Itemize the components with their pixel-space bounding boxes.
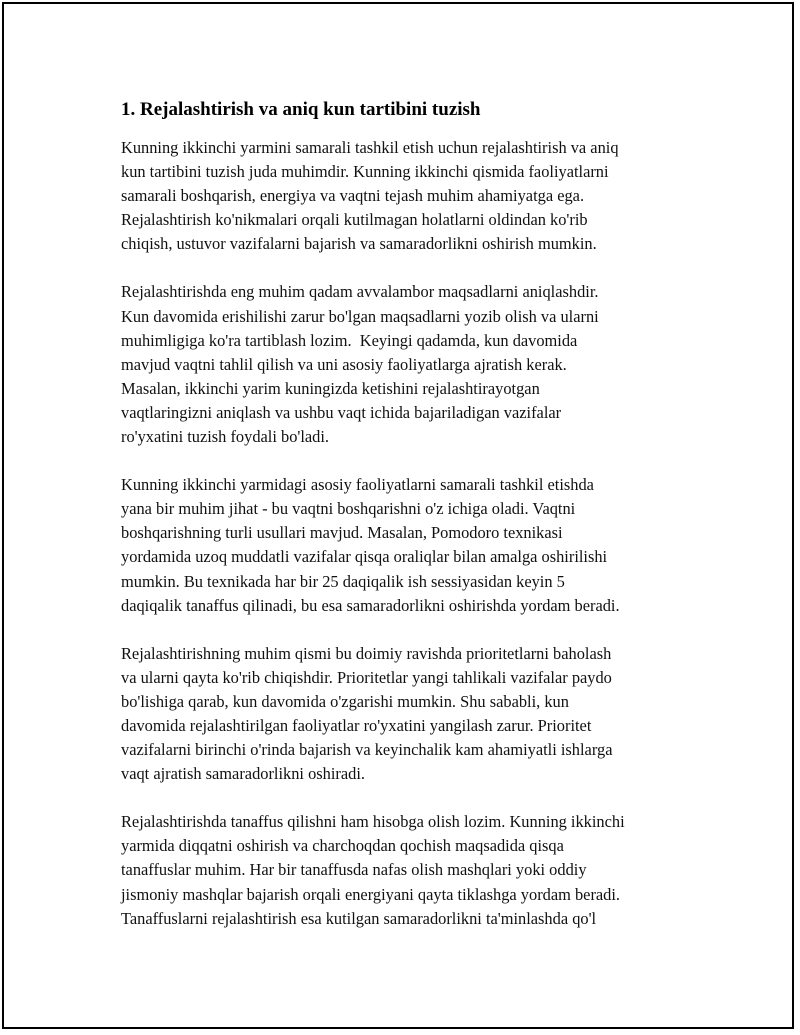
page-frame [2, 2, 794, 1029]
paragraph-line: Rejalashtirishda tanaffus qilishni ham hisobga olish lozim. Kunning ikkinchi [121, 812, 625, 832]
paragraph-line: mumkin. Bu texnikada har bir 25 daqiqalik ish sessiyasidan keyin 5 [121, 571, 565, 591]
paragraph-5 [121, 810, 701, 930]
paragraph-line: davomida rejalashtirilgan faoliyatlar ro'yxatini yangilash zarur. Prioritet [121, 715, 592, 735]
document-body [121, 99, 701, 955]
paragraph-line: Kunning ikkinchi yarmidagi asosiy faoliyatlarni samarali tashkil etishda [121, 475, 594, 495]
paragraph-line: vaqtlaringizni aniqlash va ushbu vaqt ichida bajariladigan vazifalar [121, 402, 562, 422]
paragraph-line: yana bir muhim jihat - bu vaqtni boshqarishni o'z ichiga oladi. Vaqtni [121, 499, 576, 519]
paragraph-line: chiqish, ustuvor vazifalarni bajarish va samaradorlikni oshirish mumkin. [121, 234, 597, 254]
paragraphs-container [121, 136, 701, 931]
paragraph-line: Kun davomida erishilishi zarur bo'lgan maqsadlarni yozib olish va ularni [121, 306, 599, 326]
paragraph-line: ro'yxatini tuzish foydali bo'ladi. [121, 427, 330, 447]
paragraph-3 [121, 473, 701, 618]
paragraph-line: samarali boshqarish, energiya va vaqtni tejash muhim ahamiyatga ega. [121, 186, 585, 206]
paragraph-line: boshqarishning turli usullari mavjud. Masalan, Pomodoro texnikasi [121, 523, 563, 543]
paragraph-line: Tanaffuslarni rejalashtirish esa kutilgan samaradorlikni ta'minlashda qo'l [121, 908, 597, 928]
paragraph-line: Kunning ikkinchi yarmini samarali tashkil etish uchun rejalashtirish va aniq [121, 138, 619, 157]
paragraph-line: kun tartibini tuzish juda muhimdir. Kunning ikkinchi qismida faoliyatlarni [121, 162, 609, 182]
paragraph-line: Masalan, ikkinchi yarim kuningizda ketishini rejalashtirayotgan [121, 378, 540, 398]
paragraph-line: mavjud vaqtni tahlil qilish va uni asosiy faoliyatlarga ajratish kerak. [121, 354, 567, 374]
paragraph-1 [121, 136, 701, 256]
paragraph-line: yordamida uzoq muddatli vazifalar qisqa oraliqlar bilan amalga oshirilishi [121, 547, 608, 567]
paragraph-line: Rejalashtirish ko'nikmalari orqali kutilmagan holatlarni oldindan ko'rib [121, 210, 588, 230]
paragraph-line: daqiqalik tanaffus qilinadi, bu esa samaradorlikni oshirishda yordam beradi. [121, 595, 620, 615]
paragraph-2 [121, 280, 701, 449]
paragraph-line: Rejalashtirishning muhim qismi bu doimiy ravishda prioritetlarni baholash [121, 643, 612, 663]
paragraph-line: tanaffuslar muhim. Har bir tanaffusda nafas olish mashqlari yoki oddiy [121, 860, 587, 880]
paragraph-4 [121, 642, 701, 787]
paragraph-line: Rejalashtirishda eng muhim qadam avvalambor maqsadlarni aniqlashdir. [121, 282, 599, 302]
paragraph-line: yarmida diqqatni oshirish va charchoqdan qochish maqsadida qisqa [121, 836, 564, 856]
paragraph-line: bo'lishiga qarab, kun davomida o'zgarishi mumkin. Shu sababli, kun [121, 691, 569, 711]
paragraph-line: jismoniy mashqlar bajarish orqali energiyani qayta tiklashga yordam beradi. [121, 884, 621, 904]
section-heading: 1. Rejalashtirish va aniq kun tartibini tuzish [121, 99, 481, 120]
paragraph-line: muhimligiga ko'ra tartiblash lozim. Keyingi qadamda, kun davomida [121, 330, 578, 350]
paragraph-line: vaqt ajratish samaradorlikni oshiradi. [121, 764, 365, 784]
paragraph-line: vazifalarni birinchi o'rinda bajarish va keyinchalik kam ahamiyatli ishlarga [121, 740, 613, 760]
paragraph-line: va ularni qayta ko'rib chiqishdir. Prioritetlar yangi tahlikali vazifalar paydo [121, 667, 612, 687]
